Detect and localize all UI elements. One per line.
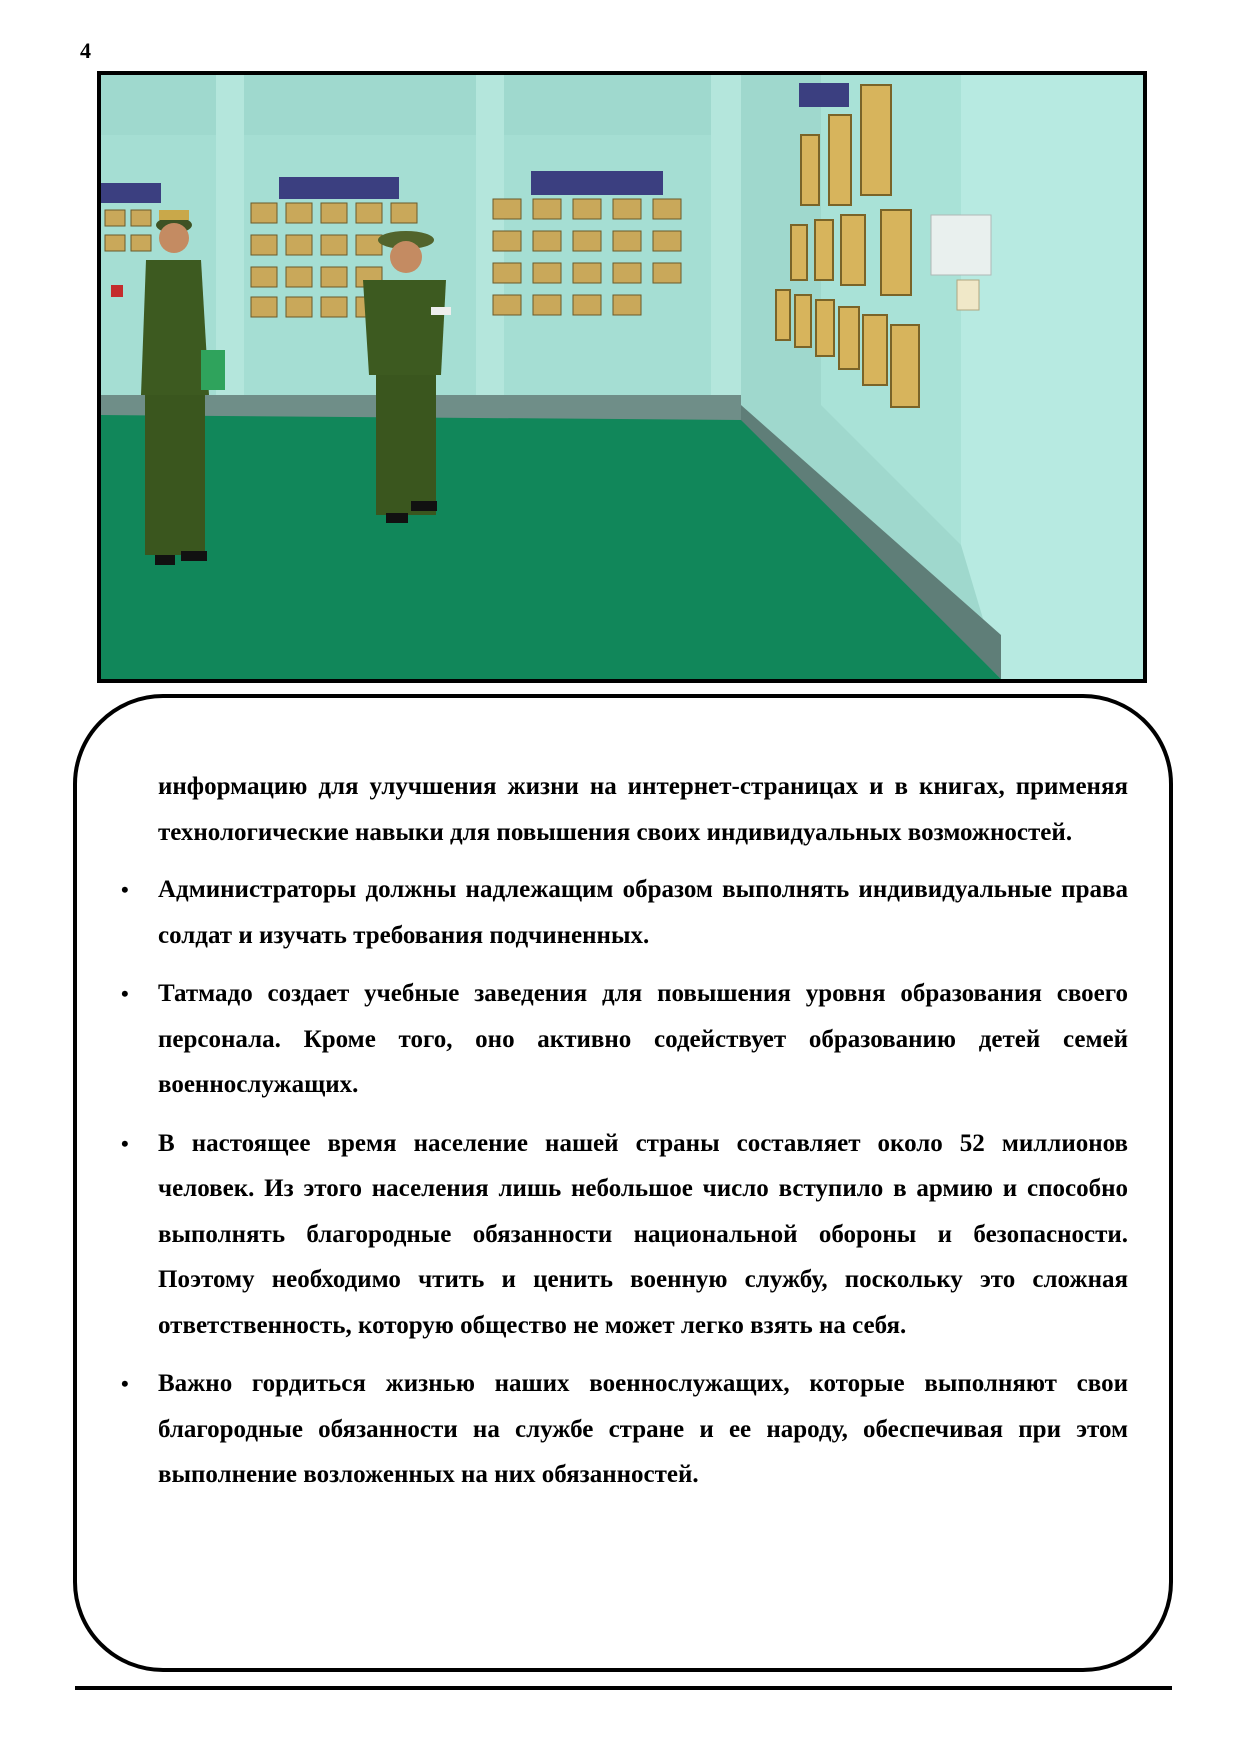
bullet-text: Татмадо создает учебные заведения для повышения уровня образования своего персонала. Кроме того, оно активно содействует образованию детей семей военнослужащих. [158, 980, 1128, 1098]
bullet-icon: • [121, 1371, 129, 1396]
footer-rule [75, 1686, 1172, 1690]
bullet-list [121, 867, 1128, 1498]
page-number: 4 [80, 38, 91, 63]
bullet-icon: • [121, 877, 129, 902]
bullet-icon: • [121, 1130, 129, 1156]
bullet-icon: • [121, 981, 129, 1006]
list-item [121, 867, 1128, 958]
list-item [121, 1361, 1128, 1498]
text-content [121, 764, 1128, 1511]
exhibition-photo [97, 71, 1147, 683]
bullet-text: Важно гордиться жизнью наших военнослужащих, которые выполняют свои благородные обязанности на службе стране и ее народу, обеспечивая при этом выполнение возложенных на них обязанностей. [158, 1370, 1128, 1488]
continuation-paragraph: информацию для улучшения жизни на интернет-страницах и в книгах, применяя технологические навыки для повышения своих индивидуальных возможностей. [158, 773, 1128, 846]
list-item [121, 1121, 1128, 1349]
list-item [121, 971, 1128, 1108]
bullet-text: В настоящее время население нашей страны составляет около 52 миллионов человек. Из этого населения лишь небольшое число вступило в армию и способно выполнять благородные обязанности национальной обороны и безопасности. Поэтому необходимо чтить и ценить военную службу, поскольку это сложная ответственность, которую общество не может легко взять на себя. [158, 1129, 1128, 1339]
bullet-text: Администраторы должны надлежащим образом выполнять индивидуальные права солдат и изучать требования подчиненных. [158, 876, 1128, 949]
